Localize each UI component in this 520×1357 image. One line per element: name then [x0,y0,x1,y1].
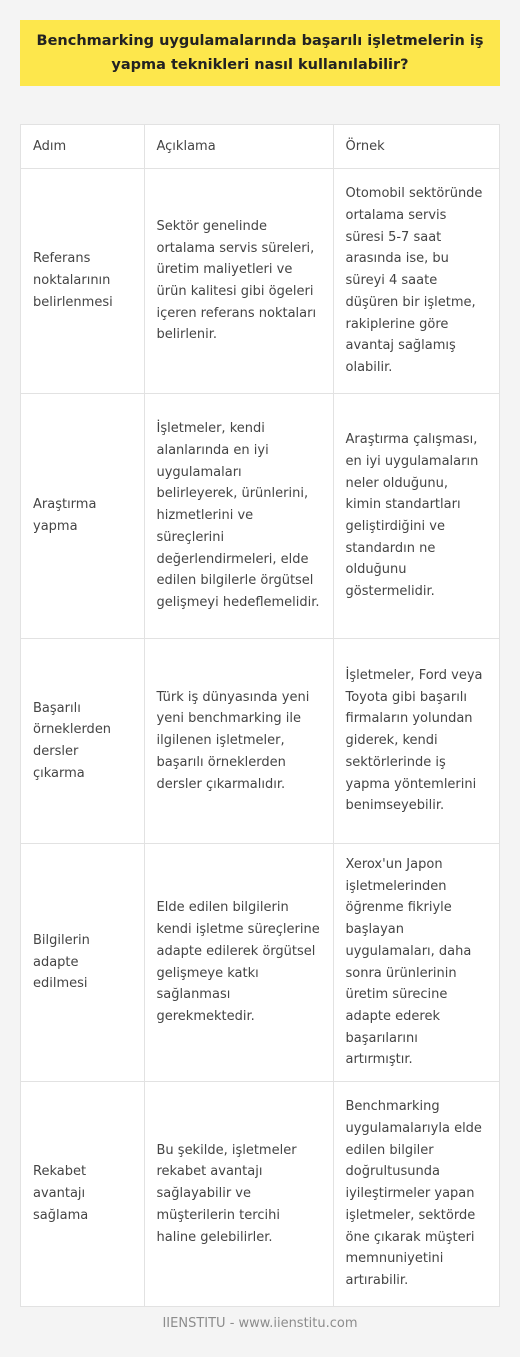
cell-step: Bilgilerin adapte edilmesi [21,844,144,1082]
table-row [21,394,499,639]
cell-step: Araştırma yapma [21,394,144,639]
cell-description: Bu şekilde, işletmeler rekabet avantajı sağlayabilir ve müşterilerin tercihi haline gelebilirler. [144,1082,333,1307]
benchmarking-table-container [20,124,500,1307]
cell-description: Sektör genelinde ortalama servis süreleri, üretim maliyetleri ve ürün kalitesi gibi ögeleri içeren referans noktaları belirlenir. [144,169,333,394]
title-banner [20,20,500,86]
footer-credit: IIENSTITU - www.iienstitu.com [162,1316,358,1331]
table-header-row [21,125,499,169]
benchmarking-table [21,125,499,1306]
cell-example: Otomobil sektöründe ortalama servis süresi 5-7 saat arasında ise, bu süreyi 4 saate düşüren bir işletme, rakiplerine göre avantaj sağlamış olabilir. [333,169,499,394]
cell-step: Başarılı örneklerden dersler çıkarma [21,639,144,844]
cell-description: Elde edilen bilgilerin kendi işletme süreçlerine adapte edilerek örgütsel gelişmeye katkı sağlanması gerekmektedir. [144,844,333,1082]
header-description: Açıklama [144,125,333,169]
cell-example: Xerox'un Japon işletmelerinden öğrenme fikriyle başlayan uygulamaları, daha sonra ürünlerinin üretim sürecine adapte ederek başarılarını artırmıştır. [333,844,499,1082]
cell-step: Rekabet avantajı sağlama [21,1082,144,1307]
header-step: Adım [21,125,144,169]
table-row [21,1082,499,1307]
cell-example: Benchmarking uygulamalarıyla elde edilen bilgiler doğrultusunda iyileştirmeler yapan işletmeler, sektörde öne çıkarak müşteri memnuniyetini artırabilir. [333,1082,499,1307]
table-row [21,639,499,844]
cell-step: Referans noktalarının belirlenmesi [21,169,144,394]
table-row [21,844,499,1082]
table-row [21,169,499,394]
cell-description: Türk iş dünyasında yeni yeni benchmarking ile ilgilenen işletmeler, başarılı örneklerden dersler çıkarmalıdır. [144,639,333,844]
page-title: Benchmarking uygulamalarında başarılı işletmelerin iş yapma teknikleri nasıl kullanılabilir? [36,33,484,73]
cell-example: İşletmeler, Ford veya Toyota gibi başarılı firmaların yolundan giderek, kendi sektörlerinde iş yapma yöntemlerini benimseyebilir. [333,639,499,844]
cell-example: Araştırma çalışması, en iyi uygulamaların neler olduğunu, kimin standartları geliştirdiğini ve standardın ne olduğunu göstermelidir. [333,394,499,639]
cell-description: İşletmeler, kendi alanlarında en iyi uygulamaları belirleyerek, ürünlerini, hizmetlerini ve süreçlerini değerlendirmeleri, elde edilen bilgilerle örgütsel gelişmeyi hedeflemelidir. [144,394,333,639]
header-example: Örnek [333,125,499,169]
